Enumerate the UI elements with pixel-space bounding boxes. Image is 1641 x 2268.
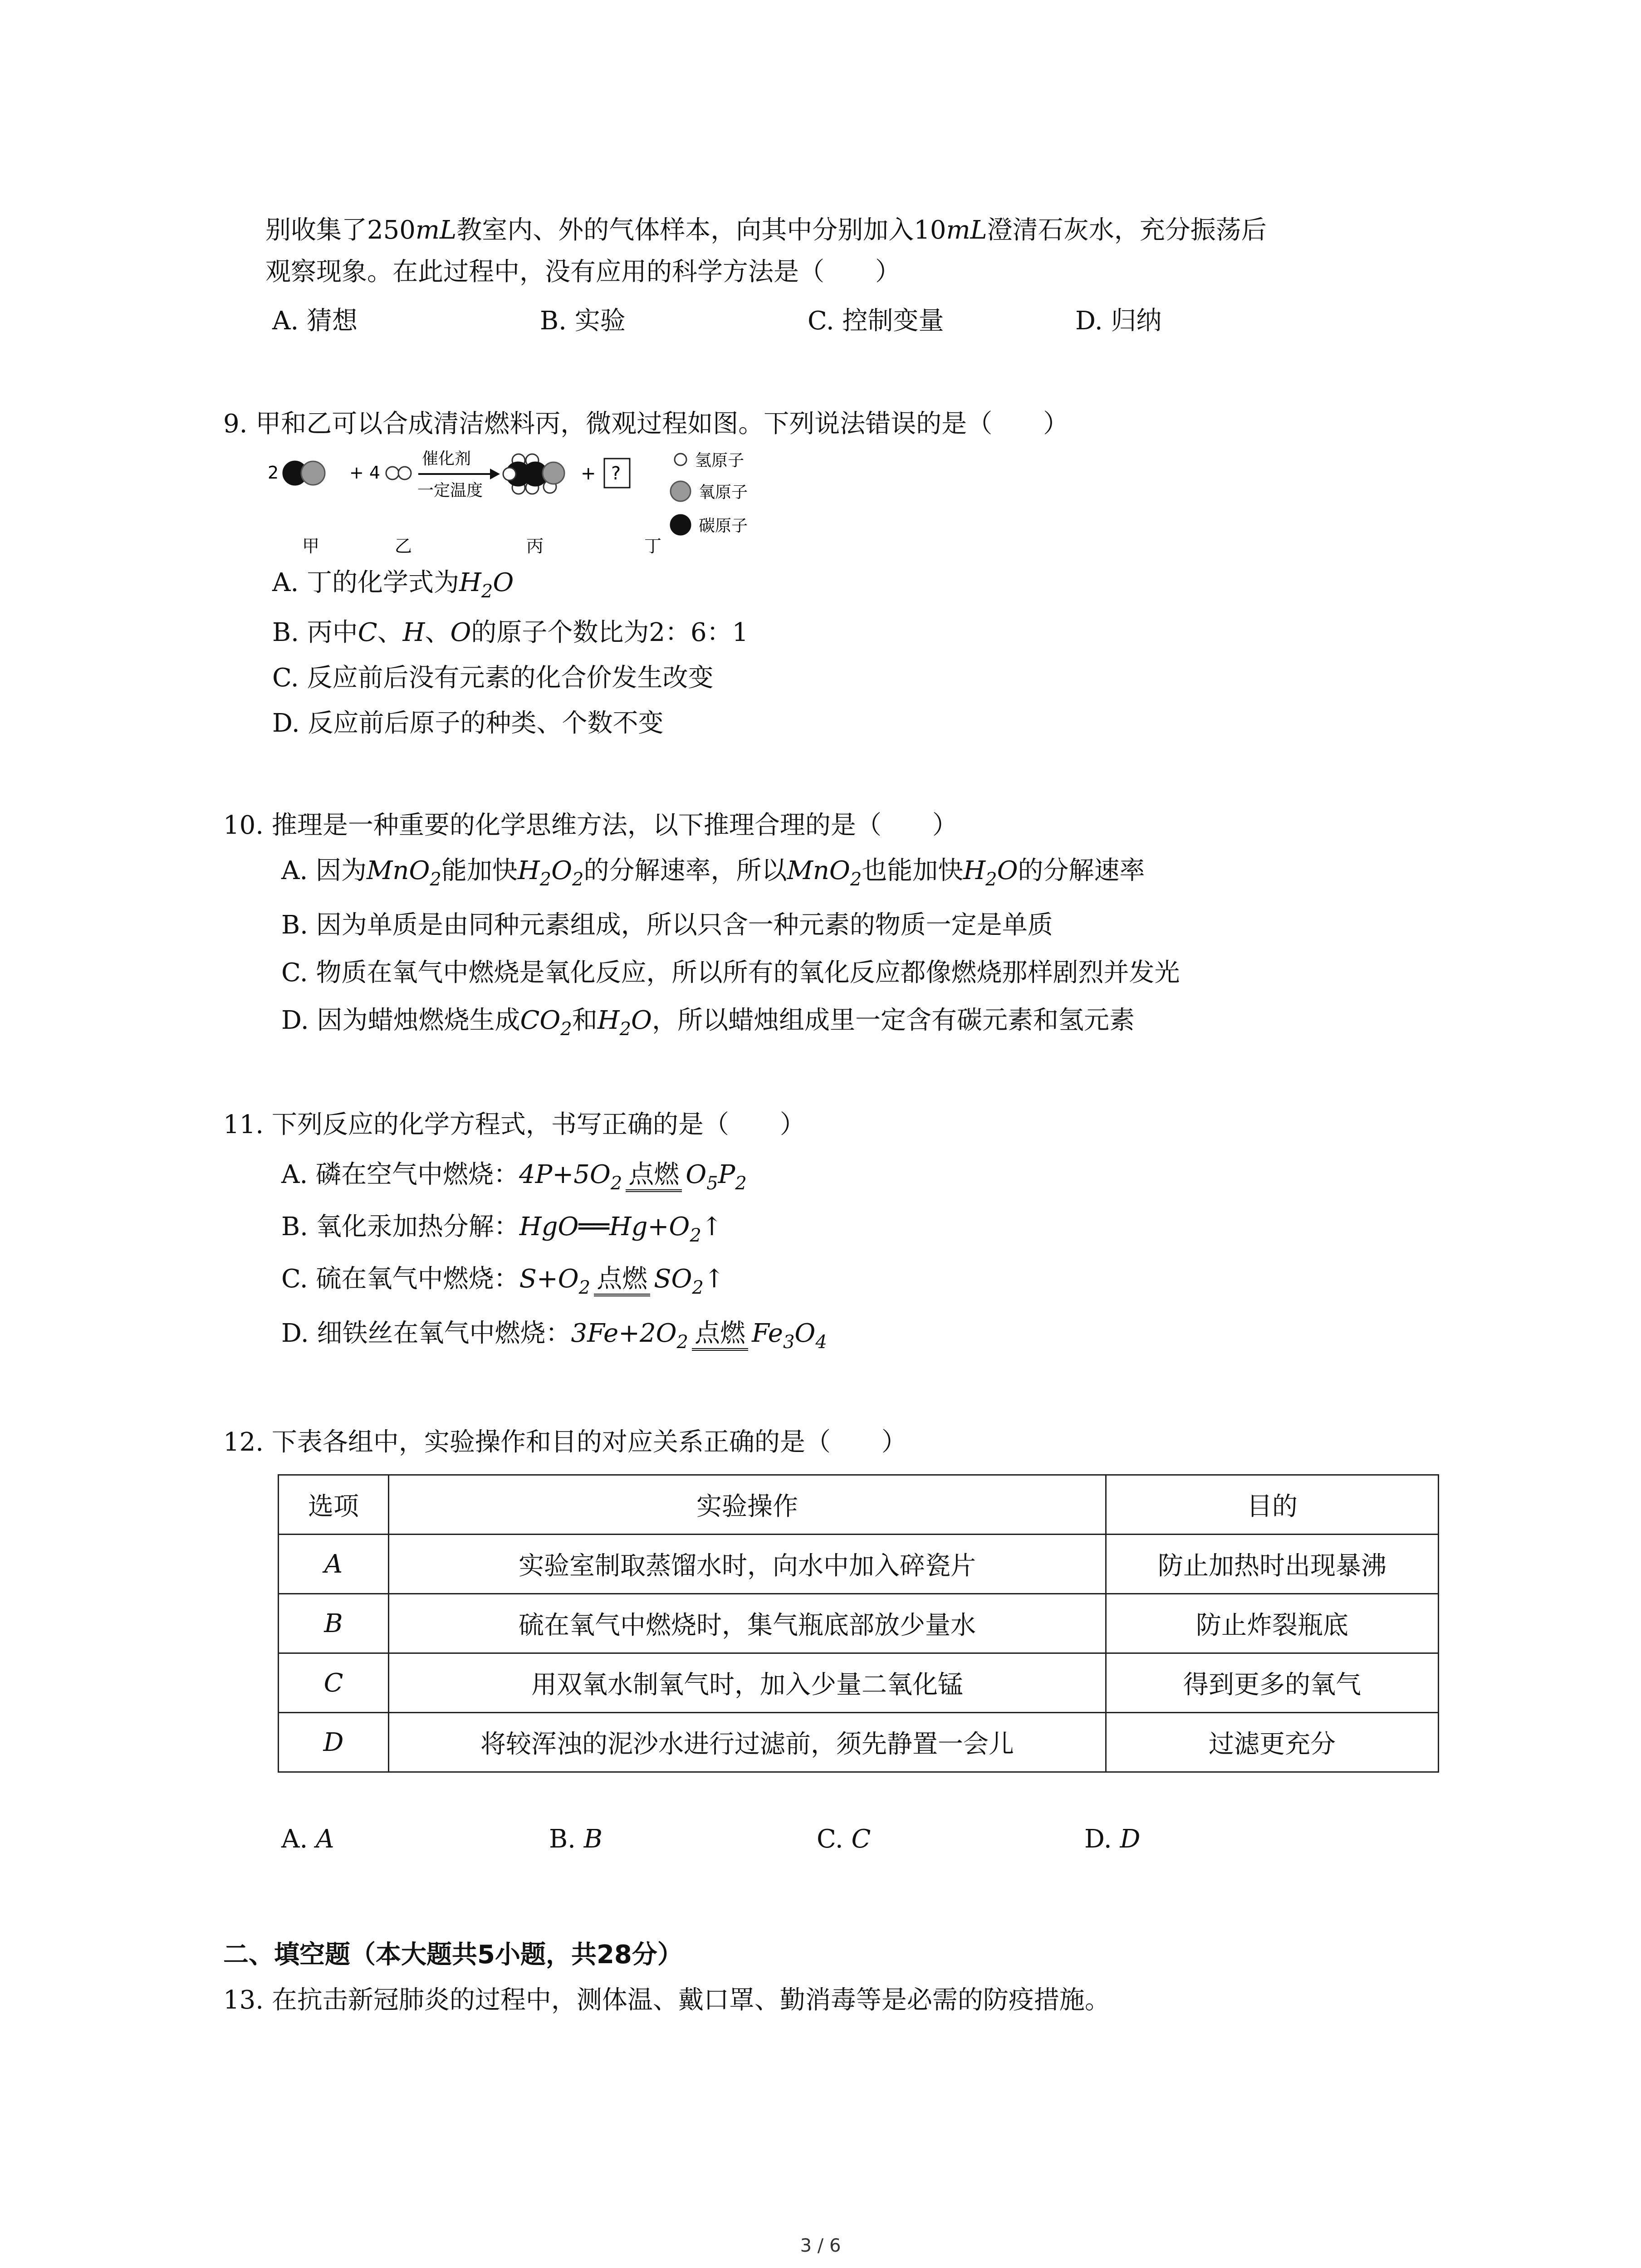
temperature-label: 一定温度 — [417, 481, 483, 500]
q10-stem: 10. 推理是一种重要的化学思维方法，以下推理合理的是（ ） — [223, 811, 958, 840]
q8-option-a: A. 猜想 — [272, 306, 358, 336]
q11-option-c: C. 硫在氧气中燃烧：$S+O_2$ 点燃 $SO_2↑$ — [281, 1261, 725, 1306]
condition-mark-d: 点燃 — [692, 1315, 748, 1352]
table-row: A 实验室制取蒸馏水时，向水中加入碎瓷片 防止加热时出现暴沸 — [279, 1535, 1439, 1594]
q12-option-c: C. C — [817, 1824, 871, 1854]
legend-carbon-icon — [671, 515, 691, 535]
legend-hydrogen-label: 氢原子 — [695, 451, 745, 470]
table-row: C 用双氧水制氧气时，加入少量二氧化锰 得到更多的氧气 — [279, 1653, 1439, 1713]
q10-option-d: D. 因为蜡烛燃烧生成$CO_2$和$H_2O$，所以蜡烛组成里一定含有碳元素和氢元素 — [281, 1006, 1135, 1040]
legend-oxygen-label: 氧原子 — [699, 483, 748, 502]
q8-option-b: B. 实验 — [540, 306, 626, 336]
table-row: B 硫在氧气中燃烧时，集气瓶底部放少量水 防止炸裂瓶底 — [279, 1594, 1439, 1653]
condition-mark-c: 点燃 — [594, 1261, 650, 1297]
q8-option-d: D. 归纳 — [1075, 306, 1162, 336]
unknown-mark: ? — [611, 463, 621, 484]
q8-option-c: C. 控制变量 — [808, 306, 944, 336]
bing-oxygen — [543, 462, 564, 484]
table-row: D 将较浑浊的泥沙水进行过滤前，须先静置一会儿 过滤更充分 — [279, 1713, 1439, 1772]
label-yi: 乙 — [395, 536, 412, 556]
label-bing: 丙 — [526, 536, 544, 556]
q8-line1: 别收集了250mL教室内、外的气体样本，向其中分别加入10mL澄清石灰水，充分振荡后 — [265, 215, 1267, 245]
coef-jia: 2 — [268, 463, 279, 483]
label-jia: 甲 — [302, 536, 320, 556]
header-option: 选项 — [279, 1475, 389, 1535]
bing-hydrogen-6 — [503, 468, 516, 480]
q13-stem: 13. 在抗击新冠肺炎的过程中，测体温、戴口罩、勤消毒等是必需的防疫措施。 — [223, 1985, 1110, 2015]
yi-hydrogen-atom-1 — [386, 467, 399, 479]
coef-yi: + 4 — [349, 463, 381, 483]
q12-option-a: A. A — [281, 1824, 334, 1854]
q8-line2: 观察现象。在此过程中，没有应用的科学方法是（ ） — [265, 257, 901, 287]
section-title: 二、填空题（本大题共5小题，共28分） — [223, 1940, 683, 1970]
q9-option-b: B. 丙中C、H、O的原子个数比为2：6：1 — [272, 618, 749, 647]
condition-mark-a: 点燃 — [626, 1157, 682, 1193]
legend-carbon-label: 碳原子 — [699, 517, 748, 535]
label-ding: 丁 — [644, 536, 662, 556]
q9-option-a: A. 丁的化学式为$H_2O$ — [272, 568, 514, 602]
q9-option-c: C. 反应前后没有元素的化合价发生改变 — [272, 663, 714, 693]
jia-oxygen-atom — [301, 461, 325, 485]
q10-option-a: A. 因为MnO$_2$能加快$H_2O_2$的分解速率，所以MnO$_2$也能加快$H_2O$的分解速率 — [281, 856, 1145, 890]
operation-table — [278, 1474, 1439, 1773]
q12-option-b: B. B — [549, 1824, 603, 1854]
q11-option-a: A. 磷在空气中燃烧：$4P+5O_2$ 点燃 $O_5P_2$ — [281, 1157, 747, 1202]
header-operation: 实验操作 — [389, 1475, 1106, 1535]
q11-option-d: D. 细铁丝在氧气中燃烧：$3Fe+2O_2$ 点燃 $Fe_3O_4$ — [281, 1315, 827, 1360]
page-number: 3 / 6 — [800, 2235, 841, 2256]
plus-ding: + — [581, 463, 596, 484]
header-purpose: 目的 — [1106, 1475, 1439, 1535]
reaction-arrowhead — [490, 469, 500, 479]
legend-hydrogen-icon — [675, 454, 686, 465]
q11-stem: 11. 下列反应的化学方程式，书写正确的是（ ） — [223, 1110, 805, 1139]
q10-option-c: C. 物质在氧气中燃烧是氧化反应，所以所有的氧化反应都像燃烧那样剧烈并发光 — [281, 958, 1180, 987]
table-header-row — [279, 1475, 1439, 1535]
q9-option-d: D. 反应前后原子的种类、个数不变 — [272, 709, 664, 738]
q12-option-d: D. D — [1084, 1824, 1141, 1854]
q12-stem: 12. 下表各组中，实验操作和目的对应关系正确的是（ ） — [223, 1427, 907, 1457]
yi-hydrogen-atom-2 — [398, 467, 411, 479]
reaction-diagram — [254, 447, 853, 569]
legend-oxygen-icon — [671, 481, 691, 501]
q10-option-b: B. 因为单质是由同种元素组成，所以只含一种元素的物质一定是单质 — [281, 910, 1053, 940]
catalyst-label: 催化剂 — [422, 450, 471, 468]
q9-stem: 9. 甲和乙可以合成清洁燃料丙，微观过程如图。下列说法错误的是（ ） — [223, 409, 1069, 439]
q11-option-b: B. 氧化汞加热分解：$HgO══Hg+O_2↑$ — [281, 1212, 723, 1246]
